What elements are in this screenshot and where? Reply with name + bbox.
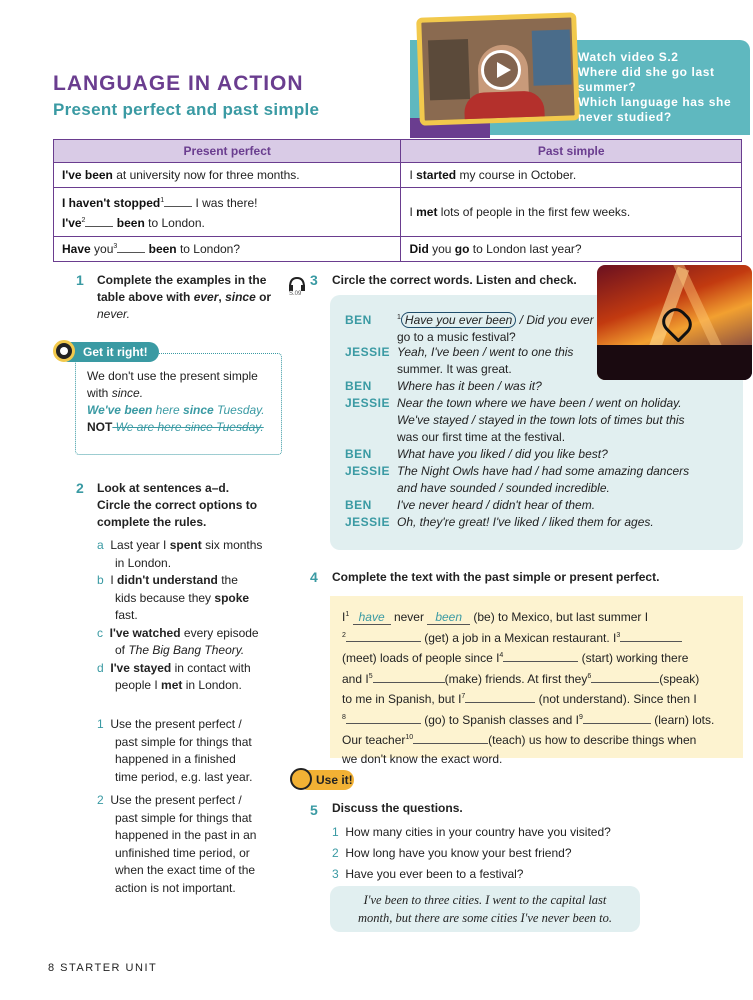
dialogue-line: JESSIE Near the town where we have been / went on holiday.: [345, 396, 682, 410]
eye-icon: [53, 340, 75, 362]
list-item: 3 Have you ever been to a festival?: [332, 867, 524, 881]
dialogue-line: JESSIE Yeah, I've been / went to one this: [345, 345, 574, 359]
model-answer: I've been to three cities. I went to the capital last month, but there are some cities I've never been to.: [330, 886, 640, 932]
video-question-1: Where did she go last summer?: [578, 65, 715, 94]
exercise-2-instruction: Look at sentences a–d. Circle the correct options to complete the rules.: [97, 481, 258, 529]
list-item: a Last year I spent six months: [97, 538, 263, 552]
blank[interactable]: [583, 712, 651, 724]
blank[interactable]: [591, 671, 659, 683]
table-cell: I met lots of people in the first few weeks.: [401, 188, 742, 237]
table-cell: Have you$^3$ been to London?: [54, 237, 401, 262]
blank[interactable]: [373, 671, 445, 683]
col-header-present-perfect: Present perfect: [54, 140, 401, 163]
rule-2: 2 Use the present perfect / past simple for things that happened in the past in an unfinished time period, or when the exact time of the action is not important.: [97, 793, 257, 895]
blank[interactable]: [117, 242, 145, 253]
exercise-4-instruction: Complete the text with the past simple or present perfect.: [332, 570, 660, 584]
page-subtitle: Present perfect and past simple: [53, 100, 320, 119]
dialogue-line: JESSIE Oh, they're great! I've liked / liked them for ages.: [345, 515, 654, 529]
discussion-questions: [332, 822, 732, 885]
blank[interactable]: [620, 630, 682, 642]
blank[interactable]: [503, 650, 578, 662]
exercise-number: 3: [310, 272, 318, 288]
table-cell: I started my course in October.: [401, 163, 742, 188]
exercise-number: 4: [310, 569, 318, 585]
dialogue-line: JESSIE The Night Owls have had / had some amazing dancers: [345, 464, 690, 478]
blank[interactable]: [85, 216, 113, 227]
speech-icon: [290, 768, 312, 790]
blank-answer[interactable]: have: [353, 610, 391, 625]
blank[interactable]: [465, 691, 535, 703]
exercise-1-instruction: Complete the examples in the table above with ever, since or never.: [97, 273, 272, 321]
grammar-table: [53, 139, 742, 262]
list-item: 2 How long have you know your best friend?: [332, 846, 572, 860]
blank-answer[interactable]: been: [427, 610, 470, 625]
dialogue-line: BEN Where has it been / was it?: [345, 379, 542, 393]
exercise-number: 2: [76, 480, 84, 496]
headphones-icon[interactable]: [288, 276, 306, 292]
example-sentences: a Last year I spent six months in London. b I didn't understand the kids because they spoke fast. c I've watched every episode of The Big Bang Theory. d I've stayed in contact with people I met in London.: [97, 537, 287, 695]
audio-track: S.09: [289, 291, 302, 297]
page-title: LANGUAGE IN ACTION: [53, 72, 304, 95]
dialogue-line: BEN $^1$ Have you ever been / Did you ever: [345, 313, 594, 327]
use-it-badge: Use it!: [298, 770, 354, 790]
list-item: d I've stayed in contact with: [97, 660, 251, 675]
blank[interactable]: [164, 196, 192, 207]
dialogue-line: BEN I've never heard / didn't hear of them.: [345, 498, 596, 512]
exercise-number: 5: [310, 802, 318, 818]
table-cell: Did you go to London last year?: [401, 237, 742, 262]
dialogue-line: BEN What have you liked / did you like best?: [345, 447, 608, 461]
blank[interactable]: [413, 732, 488, 744]
table-cell: I've been at university now for three months.: [54, 163, 401, 188]
get-it-right-badge: Get it right!: [59, 342, 159, 362]
table-cell: I haven't stopped$^1$ I was there! $I've^2$ been to London.: [54, 188, 401, 237]
list-item: b I didn't understand the: [97, 573, 238, 587]
circled-answer[interactable]: Have you ever been: [401, 312, 516, 328]
page-footer: 8 STARTER UNIT: [48, 962, 158, 974]
list-item: 1 How many cities in your country have you visited?: [332, 825, 611, 839]
video-prompt: [578, 50, 748, 125]
get-it-right-text: We don't use the present simple with since. We've been here since Tuesday. NOT We are here since Tuesday.: [87, 369, 265, 434]
play-icon[interactable]: [481, 50, 521, 90]
blank[interactable]: [346, 712, 421, 724]
dialogue: BEN $^1$ Have you ever been / Did you ever go to a music festival?: [345, 309, 615, 346]
video-question-2: Which language has she never studied?: [578, 95, 732, 124]
exercise-5-instruction: Discuss the questions.: [332, 801, 463, 815]
col-header-past-simple: Past simple: [401, 140, 742, 163]
blank[interactable]: [346, 630, 421, 642]
exercise-number: 1: [76, 272, 84, 288]
exercise-4-text: $I^1$ have never been (be) to Mexico, but last summer I $^2$ (get) a job in a Mexican restaurant. $I^3$ (meet) loads of people since $I^4$ (start) working there and $I^5$ (make) friends. At first they$^6$ (speak) to me in Spanish, but $I^7$ (not understand). Since then I $^8$ (go) to Spanish classes and $I^9$ (learn) lots. Our teacher$^{10}$ (teach) us how to describe things when we don't know the exact word.: [342, 610, 715, 766]
dialogue-rest: JESSIE Yeah, I've been / went to one this summer. It was great. BEN Where has it been / was it? JESSIE Near the town where we have been / went on holiday. We've stayed / stayed in the town lots of times but this was our first time at the festival. BEN What have you liked / did you like best? JESSIE The Night Owls have had / had some amazing dancers and have sounded / sounded incredible. BEN I've never heard / didn't hear of them. JESSIE Oh, they're great! I've liked / liked them for ages.: [345, 344, 740, 531]
exercise-3-instruction: Circle the correct words. Listen and check.: [332, 273, 577, 287]
list-item: c I've watched every episode: [97, 625, 259, 640]
rule-1: 1 Use the present perfect / past simple for things that happened in a finished time period, e.g. last year.: [97, 717, 253, 784]
video-label: Watch video S.2: [578, 50, 679, 64]
